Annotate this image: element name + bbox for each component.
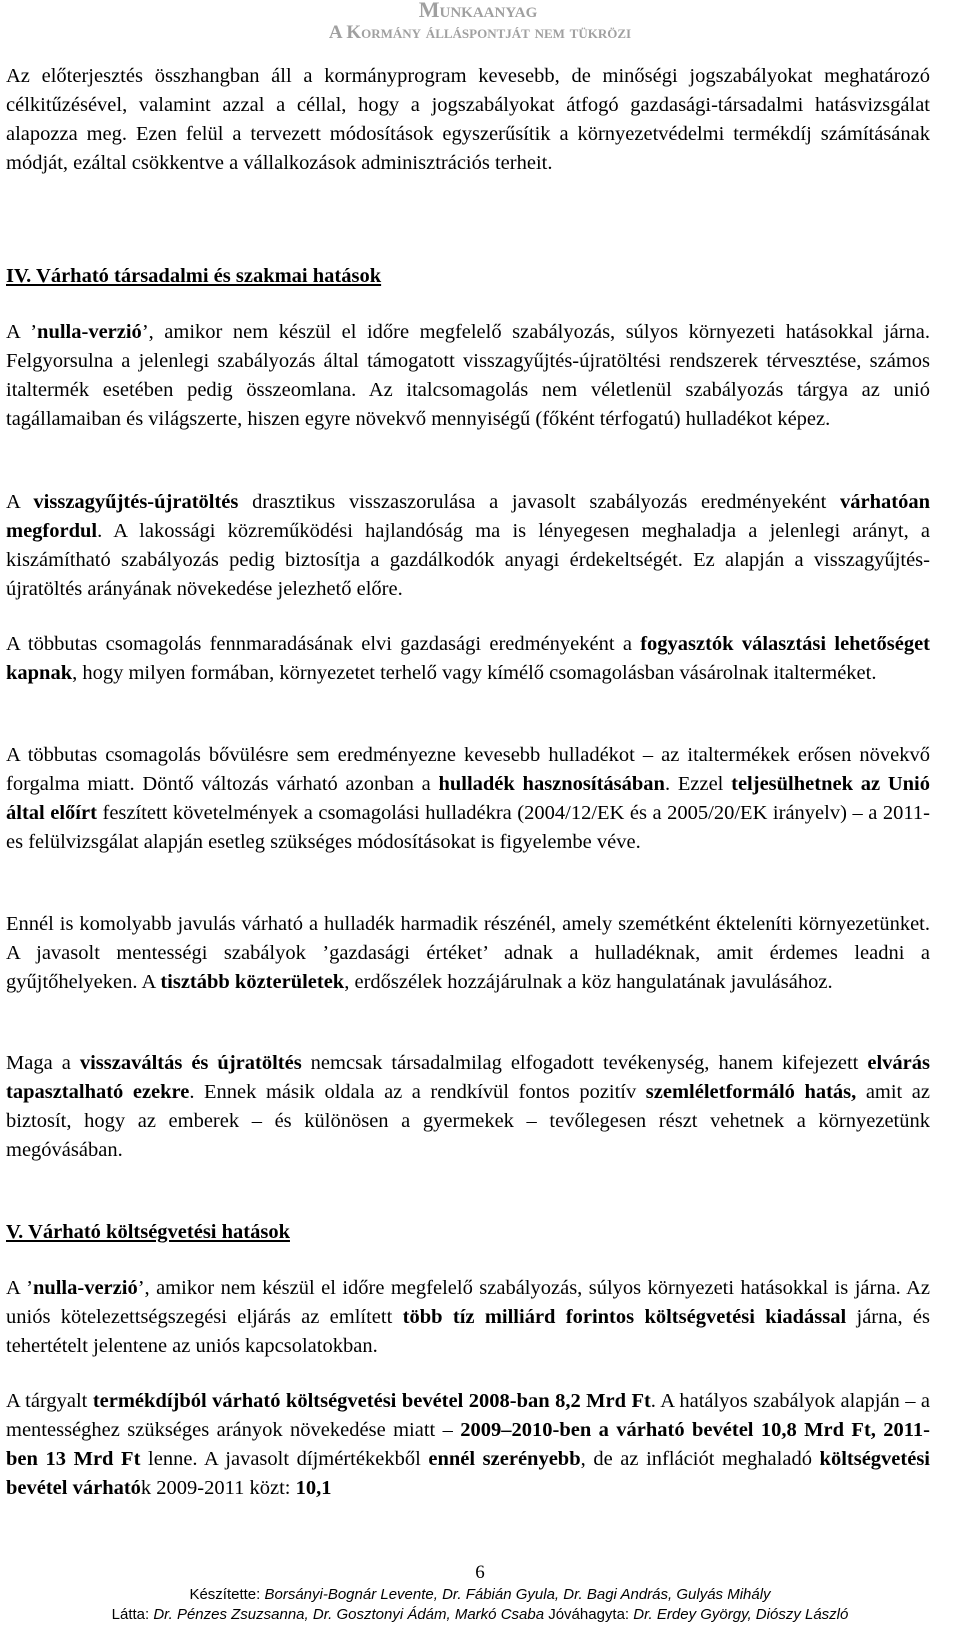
bold-text-run: termékdíjból várható költségvetési bevétel 2008-ban 8,2 Mrd Ft xyxy=(92,1390,651,1412)
bold-text-run: visszaváltás és újratöltés xyxy=(79,1052,302,1074)
italic-text-run: Dr. Erdey György, Diószy László xyxy=(633,1606,849,1623)
italic-text-run: Borsányi-Bognár Levente, Dr. Fábián Gyula, Dr. Bagi András, Gulyás Mihály xyxy=(264,1586,771,1603)
text-run: A ’ xyxy=(6,321,38,343)
page-number: 6 xyxy=(475,1562,485,1583)
bold-text-run: várhatóan megfordul xyxy=(6,491,930,542)
bold-text-run: fogyasztók választási lehetőséget kapnak xyxy=(6,633,930,684)
footer-reviewed-approved xyxy=(0,1604,960,1625)
section-heading-iv xyxy=(6,262,930,291)
bold-text-run: teljesülhetnek az Unió által előírt xyxy=(6,773,930,824)
text-run: A többutas csomagolás fennmaradásának elvi gazdasági eredményeként a xyxy=(6,633,641,655)
heading-text: V. Várható költségvetési hatások xyxy=(6,1221,290,1243)
text-run: Ennél is komolyabb javulás várható a hulladék harmadik részénél, amely szemétként ékteleníti környezetünket. A javasolt mentességi szabályok ’gazdasági értéket’ adnak a hulladéknak, amit érdemes leadni a gyűjtőhelyeken. A xyxy=(6,913,930,993)
paragraph-7 xyxy=(6,1049,930,1165)
text-run: . A lakossági közreműködési hajlandóság ma is lényegesen meghaladja a jelenlegi arányt, a kiszámítható szabályozás pedig biztosítja a gazdálkodók anyagi érdekeltségét. Ez alapján a visszagyűjtés-újratöltés arányának növekedése jelezhető előre. xyxy=(6,520,930,600)
paragraph-text xyxy=(6,318,930,434)
text-run: lenne. A javasolt díjmértékekből xyxy=(140,1448,429,1470)
bold-text-run: szemléletformáló hatás, xyxy=(645,1081,857,1103)
watermark-line-2: A Kormány álláspontját nem tükrözi xyxy=(328,22,632,43)
paragraph-8 xyxy=(6,1274,930,1361)
paragraph-text xyxy=(6,630,930,688)
text-run: járna, és tehertételt jelentene az uniós kapcsolatokban. xyxy=(6,1306,931,1357)
bold-text-run: visszagyűjtés-újratöltés xyxy=(33,491,239,513)
paragraph-text xyxy=(6,62,930,178)
paragraph-text xyxy=(6,488,930,604)
paragraph-text xyxy=(6,741,930,857)
bold-text-run: nulla-verzió xyxy=(37,321,142,343)
paragraph-text xyxy=(6,1274,930,1361)
paragraph-4 xyxy=(6,630,930,688)
text-run: , hogy milyen formában, környezetet terhelő vagy kímélő csomagolásban vásárolnak italterméket. xyxy=(72,662,877,684)
text-run: . A hatályos szabályok alapján – a mentességhez szükséges arányok növekedése miatt – xyxy=(6,1390,930,1441)
text-run: A ’ xyxy=(6,1277,33,1299)
text-run: ’, amikor nem készül el időre megfelelő szabályozás, súlyos környezeti hatásokkal járna. Felgyorsulna a jelenlegi szabályozás által támogatott visszagyűjtés-újratöltési rendszerek térvesztése, számos italtermék esetében pedig összeomlana. Az italcsomagolás nem véletlenül szabályozás tárgya az unió tagállamaiban és világszerte, hiszen egyre növekvő mennyiségű (főként térfogatú) hulladékot képez. xyxy=(6,321,930,430)
bold-text-run: ennél szerényebb xyxy=(428,1448,581,1470)
text-run: . Ezzel xyxy=(664,773,732,795)
text-run: Maga a xyxy=(6,1052,80,1074)
text-run: feszített követelmények a csomagolási hulladékra (2004/12/EK és a 2005/20/EK irányelv) – a 2011-es felülvizsgálat alapján esetleg szükséges módosításokat is figyelembe véve. xyxy=(6,802,930,853)
text-run: Látta: xyxy=(111,1606,154,1623)
text-run: k 2009-2011 közt: xyxy=(140,1477,296,1499)
paragraph-5 xyxy=(6,741,930,857)
text-run: ’, amikor nem készül el időre megfelelő szabályozás, súlyos környezeti hatásokkal is járna. Az uniós kötelezettségszegési eljárás az említett xyxy=(6,1277,931,1328)
text-run: Az előterjesztés összhangban áll a kormányprogram kevesebb, de minőségi jogszabályokat meghatározó célkitűzésével, valamint azzal a céllal, hogy a jogszabályokat átfogó gazdasági-társadalmi hatásvizsgálat alapozza meg. Ezen felül a tervezett módosítások egyszerűsítik a környezetvédelmi termékdíj számításának módját, ezáltal csökkentve a vállalkozások adminisztrációs terheit. xyxy=(6,65,930,174)
bold-text-run: 2009–2010-ben a várható bevétel 10,8 Mrd Ft, 2011-ben 13 Mrd Ft xyxy=(6,1419,930,1470)
text-run: A xyxy=(6,491,34,513)
bold-text-run: elvárás tapasztalható ezekre xyxy=(6,1052,930,1103)
text-run: , de az inflációt meghaladó xyxy=(580,1448,820,1470)
text-run: drasztikus visszaszorulása a javasolt szabályozás eredményeként xyxy=(238,491,841,513)
bold-text-run: több tíz milliárd forintos költségvetési kiadással xyxy=(402,1306,847,1328)
text-run: Jóváhagyta: xyxy=(544,1606,634,1623)
text-run: nemcsak társadalmilag elfogadott tevékenység, hanem kifejezett xyxy=(301,1052,868,1074)
text-run: Készítette: xyxy=(189,1586,265,1603)
bold-text-run: hulladék hasznosításában xyxy=(438,773,665,795)
text-run: , erdőszélek hozzájárulnak a köz hangulatának javulásához. xyxy=(344,971,833,993)
bold-text-run: nulla-verzió xyxy=(32,1277,138,1299)
bold-text-run: tisztább közterületek xyxy=(160,971,345,993)
paragraph-2 xyxy=(6,318,930,434)
paragraph-text xyxy=(6,1049,930,1165)
footer-prepared-by xyxy=(0,1584,960,1605)
bold-text-run: 10,1 xyxy=(295,1477,332,1499)
paragraph-6 xyxy=(6,910,930,997)
watermark-line-1: Munkaanyag xyxy=(418,0,538,22)
paragraph-text xyxy=(6,1387,930,1503)
bold-text-run: költségvetési bevétel várható xyxy=(6,1448,930,1499)
text-run: . Ennek másik oldala az a rendkívül fontos pozitív xyxy=(189,1081,646,1103)
section-heading-v xyxy=(6,1218,930,1247)
paragraph-1 xyxy=(6,62,930,178)
paragraph-3 xyxy=(6,488,930,604)
text-run: A tárgyalt xyxy=(6,1390,93,1412)
heading-text: IV. Várható társadalmi és szakmai hatások xyxy=(6,265,382,287)
text-run: A többutas csomagolás bővülésre sem eredményezne kevesebb hulladékot – az italtermékek erősen növekvő forgalma miatt. Döntő változás várható azonban a xyxy=(6,744,930,795)
text-run: amit az biztosít, hogy az emberek – és különösen a gyermekek – tevőlegesen részt vehetnek a környezetünk megóvásában. xyxy=(6,1081,930,1161)
italic-text-run: Dr. Pénzes Zsuzsanna, Dr. Gosztonyi Ádám, Markó Csaba xyxy=(153,1606,545,1623)
paragraph-9 xyxy=(6,1387,930,1503)
paragraph-text xyxy=(6,910,930,997)
